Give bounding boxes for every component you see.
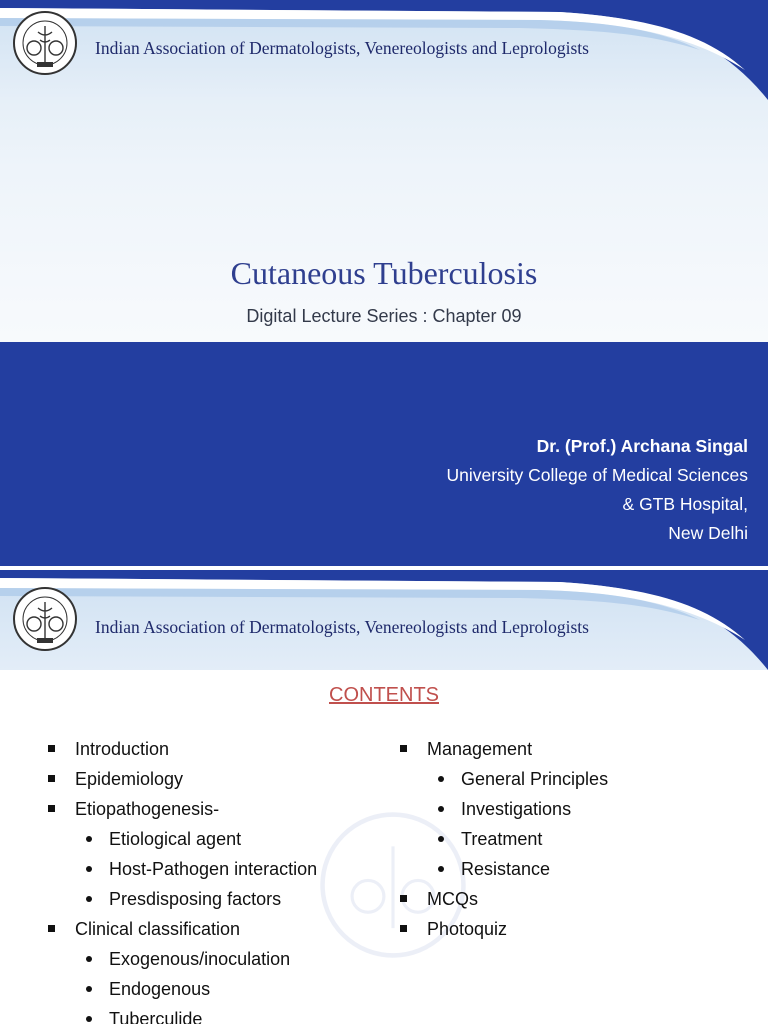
author-affiliation-3: New Delhi: [668, 523, 748, 543]
contents-item-label: Exogenous/inoculation: [109, 949, 291, 969]
contents-item-label: Endogenous: [109, 979, 211, 999]
contents-item-label: Clinical classification: [75, 919, 241, 939]
contents-item-label: Introduction: [75, 739, 170, 759]
contents-item-label: Tuberculide: [109, 1009, 203, 1024]
org-name: Indian Association of Dermatologists, Venereologists and Leprologists: [95, 38, 589, 58]
contents-subitem: [398, 798, 728, 828]
contents-subitem: [398, 768, 728, 798]
contents-item-label: Host-Pathogen interaction: [109, 859, 318, 879]
contents-item-label: General Principles: [461, 769, 609, 789]
iadvl-emblem-icon: [12, 10, 78, 76]
org-name: Indian Association of Dermatologists, Venereologists and Leprologists: [95, 617, 589, 637]
contents-subitem: [398, 828, 728, 858]
slide-header: [0, 570, 768, 670]
contents-item-label: Management: [427, 739, 533, 759]
contents-item-label: Investigations: [461, 799, 572, 819]
contents-item-label: Etiological agent: [109, 829, 242, 849]
contents-item-label: Epidemiology: [75, 769, 184, 789]
contents-item-label: Etiopathogenesis-: [75, 799, 220, 819]
contents-item: [398, 918, 728, 948]
contents-subitem: [46, 978, 376, 1008]
author-name: Dr. (Prof.) Archana Singal: [536, 436, 748, 456]
author-affiliation-1: University College of Medical Sciences: [446, 465, 748, 485]
contents-subitem: [46, 1008, 376, 1024]
contents-item: [46, 918, 376, 948]
presentation-subtitle: Digital Lecture Series : Chapter 09: [246, 306, 522, 326]
contents-item: [398, 888, 728, 918]
contents-item-label: MCQs: [427, 889, 478, 909]
contents-subitem: [46, 828, 376, 858]
author-band: [0, 342, 768, 566]
contents-item: [46, 768, 376, 798]
author-block: [446, 432, 748, 548]
contents-item-label: Presdisposing factors: [109, 889, 282, 909]
contents-item-label: Resistance: [461, 859, 551, 879]
contents-item: [398, 738, 728, 768]
contents-heading: CONTENTS: [329, 684, 439, 706]
contents-item: [46, 798, 376, 828]
contents-subitem: [46, 888, 376, 918]
contents-subitem: [46, 948, 376, 978]
iadvl-emblem-icon: [12, 586, 78, 652]
contents-item-label: Treatment: [461, 829, 543, 849]
contents-slide: [0, 570, 768, 1024]
author-affiliation-2: & GTB Hospital,: [622, 494, 748, 514]
contents-subitem: [398, 858, 728, 888]
contents-item-label: Photoquiz: [427, 919, 508, 939]
contents-list-left: [46, 738, 376, 1024]
presentation-title: Cutaneous Tuberculosis: [230, 255, 538, 291]
contents-item: [46, 738, 376, 768]
contents-list-right: [398, 738, 728, 948]
slide-header: [0, 0, 768, 100]
contents-subitem: [46, 858, 376, 888]
